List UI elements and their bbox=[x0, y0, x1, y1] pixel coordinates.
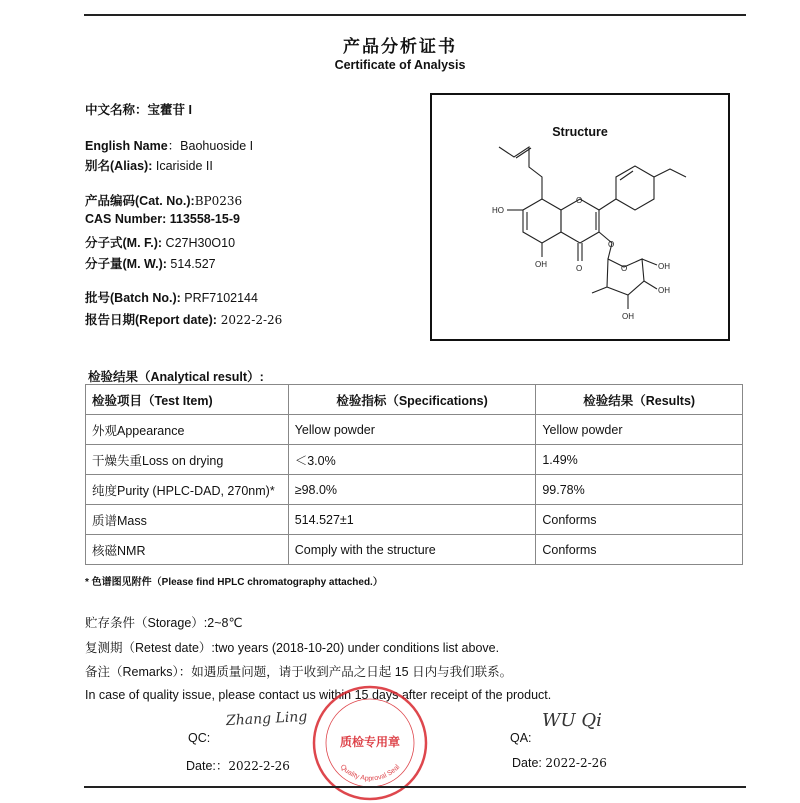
qa-date-value: 2022-2-26 bbox=[545, 756, 607, 770]
field-value: 113558-15-9 bbox=[169, 212, 240, 226]
header-results: 检验结果（Results) bbox=[536, 385, 743, 415]
chromatography-note: * 色谱图见附件（Please find HPLC chromatography attached.） bbox=[85, 577, 383, 588]
qa-date bbox=[512, 756, 607, 770]
field-key: 报告日期(Report date): bbox=[85, 313, 217, 327]
cell-test-item: 干燥失重Loss on drying bbox=[86, 445, 289, 475]
ring-b-link bbox=[599, 199, 616, 210]
field-key: English Name bbox=[85, 139, 168, 153]
field-cat-no bbox=[85, 191, 242, 209]
top-rule bbox=[84, 14, 746, 16]
table-row bbox=[86, 475, 743, 505]
qc-date-label: Date:： bbox=[186, 759, 229, 773]
table-row bbox=[86, 415, 743, 445]
qc-date bbox=[186, 756, 290, 774]
field-value: 514.527 bbox=[166, 257, 216, 271]
field-formula bbox=[85, 233, 235, 251]
ring-a bbox=[523, 199, 561, 243]
cell-test-item: 质谱Mass bbox=[86, 505, 289, 535]
header-test-item: 检验项目（Test Item) bbox=[86, 385, 289, 415]
ring-b bbox=[616, 166, 654, 210]
methyl-bond bbox=[592, 287, 607, 293]
header-specifications: 检验指标（Specifications) bbox=[288, 385, 536, 415]
label-oh2: OH bbox=[658, 286, 670, 295]
qa-signature: WU Qi bbox=[542, 710, 602, 731]
label-o-pyran: O bbox=[621, 264, 628, 273]
field-value: 2022-2-26 bbox=[216, 313, 283, 327]
cell-specification: ≥98.0% bbox=[288, 475, 536, 505]
label-oh1: OH bbox=[658, 262, 670, 271]
label-oh-bottom: OH bbox=[535, 260, 547, 269]
field-alias bbox=[85, 156, 213, 174]
title-chinese: 产品分析证书 bbox=[343, 37, 457, 57]
qa-label: QA: bbox=[510, 731, 532, 745]
stamp-ring-text: Quality Approval Seal bbox=[338, 763, 402, 783]
cell-result: Conforms bbox=[536, 535, 743, 565]
cell-test-item: 外观Appearance bbox=[86, 415, 289, 445]
field-key: 中文名称： bbox=[85, 103, 148, 117]
bottom-rule bbox=[84, 786, 746, 788]
table-row bbox=[86, 445, 743, 475]
field-report-date bbox=[85, 310, 282, 328]
field-key: 分子量(M. W.): bbox=[85, 257, 167, 271]
methoxy-group bbox=[654, 169, 686, 177]
structure-title: Structure bbox=[552, 125, 608, 139]
field-cas-number bbox=[85, 212, 240, 226]
remarks-line: 备注（Remarks）：如遇质量问题，请于收到产品之日起 15 日内与我们联系。 bbox=[85, 665, 513, 679]
field-molecular-weight bbox=[85, 254, 216, 272]
sugar-oh2-bond bbox=[644, 281, 657, 289]
cell-result: 1.49% bbox=[536, 445, 743, 475]
field-value: ：Baohuoside I bbox=[167, 139, 254, 153]
field-key: CAS Number: bbox=[85, 212, 170, 226]
field-value: Icariside II bbox=[152, 159, 213, 173]
field-key: 批号(Batch No.): bbox=[85, 291, 181, 305]
molecule-structure-diagram bbox=[432, 95, 728, 339]
table-row bbox=[86, 505, 743, 535]
label-o-link: O bbox=[608, 240, 615, 249]
field-value: C27H30O10 bbox=[162, 236, 236, 250]
field-value: 宝藿苷 I bbox=[147, 103, 192, 117]
title-english: Certificate of Analysis bbox=[334, 58, 466, 72]
ring-b-double-bond bbox=[620, 171, 633, 180]
label-o-carbonyl: O bbox=[576, 264, 583, 273]
qc-label: QC: bbox=[188, 731, 211, 745]
field-chinese-name bbox=[85, 100, 192, 118]
field-batch-no bbox=[85, 288, 258, 306]
cell-specification: Yellow powder bbox=[288, 415, 536, 445]
cell-result: Conforms bbox=[536, 505, 743, 535]
structure-box bbox=[430, 93, 730, 341]
quality-approval-stamp bbox=[310, 683, 430, 803]
field-value: BP0236 bbox=[194, 194, 243, 208]
analytical-result-heading: 检验结果（Analytical result）: bbox=[88, 370, 264, 384]
field-english-name bbox=[85, 136, 253, 154]
storage-line: 贮存条件（Storage）:2~8℃ bbox=[85, 616, 243, 630]
cell-specification: ＜3.0% bbox=[288, 445, 536, 475]
field-key: 别名(Alias): bbox=[85, 159, 153, 173]
sugar-oh1-bond bbox=[642, 259, 657, 265]
table-header-row bbox=[86, 385, 743, 415]
ring-c bbox=[561, 199, 599, 243]
table-row bbox=[86, 535, 743, 565]
cell-specification: Comply with the structure bbox=[288, 535, 536, 565]
field-key: 产品编码(Cat. No.): bbox=[85, 194, 195, 208]
qa-date-label: Date: bbox=[512, 756, 542, 770]
cell-result: Yellow powder bbox=[536, 415, 743, 445]
retest-line: 复测期（Retest date）:two years (2018-10-20) under conditions list above. bbox=[85, 641, 500, 655]
analytical-results-table bbox=[85, 384, 743, 565]
field-value: PRF7102144 bbox=[180, 291, 258, 305]
field-key: 分子式(M. F.): bbox=[85, 236, 163, 250]
qc-signature: Zhang Ling bbox=[225, 708, 308, 730]
stamp-text: 质检专用章 bbox=[339, 735, 401, 749]
qc-date-value: 2022-2-26 bbox=[228, 759, 290, 773]
label-oh3: OH bbox=[622, 312, 634, 321]
label-o-ring: O bbox=[576, 196, 583, 205]
quality-issue-line: In case of quality issue, please contact us within 15 days after receipt of the product. bbox=[85, 688, 552, 702]
label-ho: HO bbox=[492, 206, 504, 215]
cell-result: 99.78% bbox=[536, 475, 743, 505]
cell-specification: 514.527±1 bbox=[288, 505, 536, 535]
cell-test-item: 纯度Purity (HPLC-DAD, 270nm)* bbox=[86, 475, 289, 505]
cell-test-item: 核磁NMR bbox=[86, 535, 289, 565]
